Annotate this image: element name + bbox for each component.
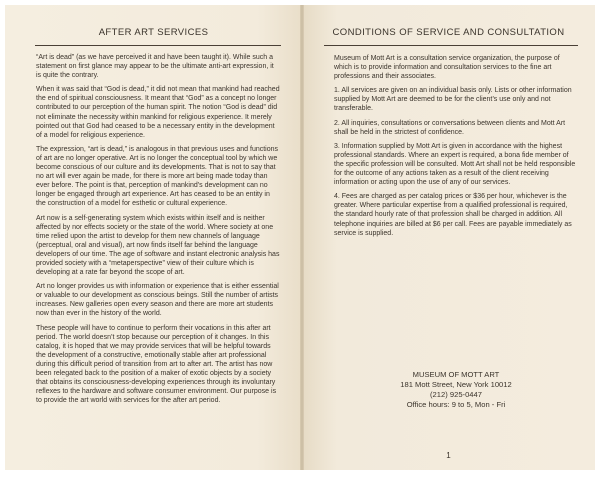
paragraph: 4. Fees are charged as per catalog prices or $36 per hour, whichever is the greater. Where particular expertise from a qualified professional is required, the standard hourly rate of that profession shall be charged in addition. All telephone inquiries are billed at $6 per call. Fees are payable immediately as service is supplied.: [334, 193, 572, 237]
paragraph: When it was said that “God is dead,” it did not mean that mankind had reached the end of spiritual consciousness. It meant that “God” as a concept no longer contributed to our perception of the human spirit. The notion “God is dead” did not eliminate the necessity within mankind for religious experience. It merely pointed out that God had ceased to be a necessary entity in the development of a model for religious experience.: [36, 86, 280, 139]
paragraph: These people will have to continue to perform their vocations in this after art period. The world doesn’t stop because our perception of it changes. In this catalog, it is hoped that we may provide services that will be helpful towards the development of a constructive, emotionally stable after art professional during this difficult period of transition from art to after art. The artist has now been relegated back to the position of a maker of exotic objects by a society that obtains its consciousness-developing experiences through its involuntary reflexes to the hardware and software consumer environment. Our purpose is to provide the art world with services for the after art period.: [36, 324, 277, 405]
booklet-spread: [5, 5, 595, 470]
paragraph: 2. All inquiries, consultations or conversations between clients and Mott Art shall be held in the strictest of confidence.: [334, 119, 566, 136]
right-body-text: [334, 54, 578, 243]
museum-street: 181 Mott Street, New York 10012: [400, 380, 512, 389]
paragraph: 1. All services are given on an individual basis only. Lists or other information supplied by Mott Art are deemed to be for the client’s use only and not transferable.: [334, 87, 572, 113]
left-page-title: AFTER ART SERVICES: [98, 27, 209, 38]
paragraph: The expression, “art is dead,” is analogous in that previous uses and functions of art are no longer operative. Art is no longer the conceptual tool by which we become conscious of our culture and its developments. That is not to say that no art will ever again be made, for there is more art being made today than ever before. The point is that, perception of mankind’s development can no longer be engaged through art experience. Art has ceased to be an entity in the construction of a model for esthetic or cultural experience.: [36, 145, 279, 208]
left-page: [5, 5, 302, 470]
paragraph: Art no longer provides us with information or experience that is either essential or valuable to our development as conscious beings. Still the number of artists increases. New galleries open every season and there are more art students now than ever in the history of the world.: [36, 283, 279, 318]
page-number: 1: [446, 451, 451, 460]
museum-phone: (212) 925-0447: [430, 390, 482, 399]
left-title-rule: [35, 45, 281, 46]
paragraph: Art now is a self-generating system which exists within itself and is neither affected by nor effects society or the state of the world. Where society at one time relied upon the artist to develop for them new channels of language (perceptual, oral and visual), art now finds itself far behind the language developers of our time. The age of software and instant electronic analysis has provided society with a “metaperspective” view of their culture which is developing at a rate far beyond the scope of art.: [36, 214, 280, 277]
museum-name: MUSEUM OF MOTT ART: [412, 370, 500, 379]
paragraph: Museum of Mott Art is a consultation service organization, the purpose of which is to provide information and consultation services to the fine art professions and their associates.: [334, 55, 560, 81]
right-page: [302, 5, 595, 470]
right-title-rule: [324, 45, 578, 46]
binding-gutter: [300, 5, 304, 470]
office-hours: Office hours: 9 to 5, Mon - Fri: [406, 400, 506, 409]
paragraph: “Art is dead” (as we have perceived it and have been taught it). While such a statement on first glance may appear to be the ultimate anti-art expression, it is quite the contrary.: [36, 54, 274, 80]
left-body-text: [36, 53, 280, 410]
paragraph: 3. Information supplied by Mott Art is given in accordance with the highest professional standards. Where an expert is required, a bona fide member of the specific profession will be consulted. Mott Art shall not be held responsible for the outcome of any actions taken as a result of the client receiving information or acting upon the use of any of our services.: [334, 142, 576, 187]
right-page-title: CONDITIONS OF SERVICE AND CONSULTATION: [332, 27, 565, 38]
museum-address-block: [334, 370, 578, 410]
